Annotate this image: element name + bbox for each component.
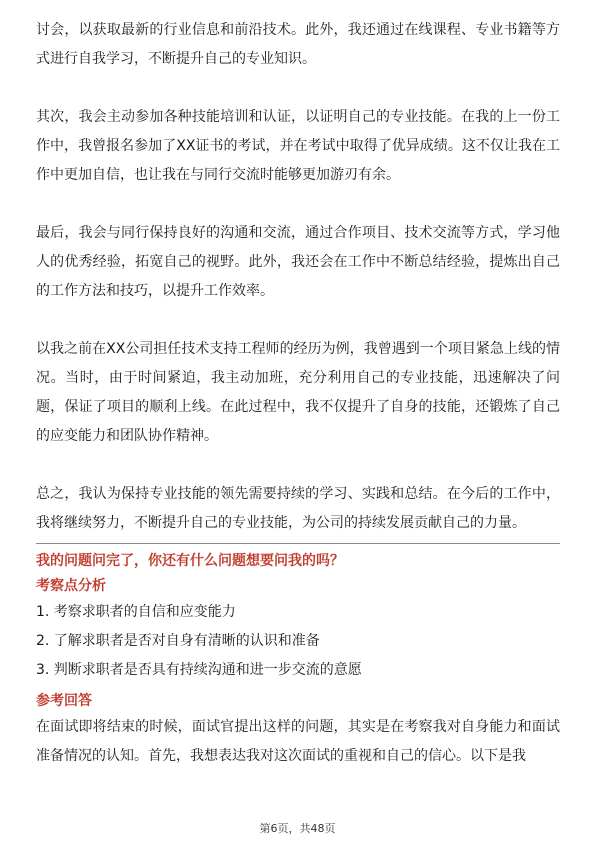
paragraph-example: 以我之前在XX公司担任技术支持工程师的经历为例，我曾遇到一个项目紧急上线的情况。当时，由于时间紧迫，我主动加班，充分利用自己的专业技能，迅速解决了问题，保证了项目的顺利上线。在此过程中，我不仅提升了自身的技能，还锻炼了自己的应变能力和团队协作精神。: [36, 341, 560, 444]
paragraph-spacer: [36, 190, 560, 219]
document-page: [36, 16, 560, 771]
paragraph-spacer: [36, 306, 560, 335]
interview-question: 我的问题问完了，你还有什么问题想要问我的吗？: [36, 553, 344, 569]
analysis-item: 2. 了解求职者是否对自身有清晰的认识和准备: [36, 633, 320, 649]
paragraph-training: 其次，我会主动参加各种技能培训和认证，以证明自己的专业技能。在我的上一份工作中，我曾报名参加了XX证书的考试，并在考试中取得了优异成绩。这不仅让我在工作中更加自信，也让我在与同行交流时能够更加游刃有余。: [36, 109, 560, 183]
paragraph-spacer: [36, 451, 560, 480]
paragraph-communication: 最后，我会与同行保持良好的沟通和交流，通过合作项目、技术交流等方式，学习他人的优秀经验，拓宽自己的视野。此外，我还会在工作中不断总结经验，提炼出自己的工作方法和技巧，以提升工作效率。: [36, 225, 560, 299]
analysis-item: 1. 考察求职者的自信和应变能力: [36, 604, 236, 620]
answer-heading: 参考回答: [36, 693, 92, 709]
section-divider: [36, 543, 560, 544]
paragraph-summary: 总之，我认为保持专业技能的领先需要持续的学习、实践和总结。在今后的工作中，我将继续努力，不断提升自己的专业技能，为公司的持续发展贡献自己的力量。: [36, 486, 560, 531]
answer-text: 在面试即将结束的时候，面试官提出这样的问题，其实是在考察我对自身能力和面试准备情况的认知。首先，我想表达我对这次面试的重视和自己的信心。以下是我: [36, 719, 560, 764]
analysis-item: 3. 判断求职者是否具有持续沟通和进一步交流的意愿: [36, 662, 362, 678]
analysis-heading: 考察点分析: [36, 578, 106, 594]
paragraph-spacer: [36, 74, 560, 103]
page-number-footer: 第6页，共48页: [259, 822, 336, 835]
paragraph-continuation: 讨会，以获取最新的行业信息和前沿技术。此外，我还通过在线课程、专业书籍等方式进行自我学习，不断提升自己的专业知识。: [36, 22, 560, 67]
